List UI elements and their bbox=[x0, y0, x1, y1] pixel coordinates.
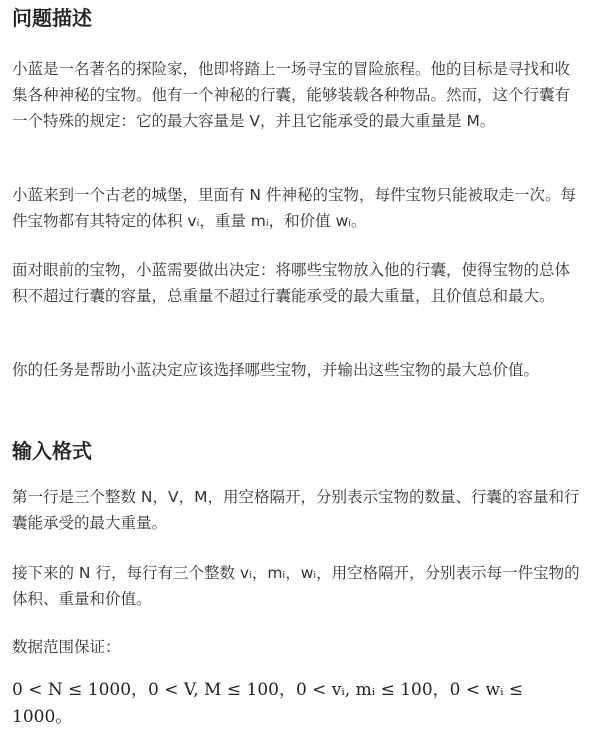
input-paragraph-1: 第一行是三个整数 N，V，M，用空格隔开，分别表示宝物的数量、行囊的容量和行囊能承受的最大重量。 bbox=[12, 488, 580, 532]
problem-paragraph-1: 小蓝是一名著名的探险家，他即将踏上一场寻宝的冒险旅程。他的目标是寻找和收集各种神秘的宝物。他有一个神秘的行囊，能够装载各种物品。然而，这个行囊有一个特殊的规定：它的最大容量是 V，并且它能承受的最大重量是 M。 bbox=[12, 60, 571, 130]
input-paragraph-3: 数据范围保证： bbox=[12, 638, 121, 656]
data-range-formula: 0 < N ≤ 1000，0 < V, M ≤ 100，0 < vᵢ, mᵢ ≤ 100，0 < wᵢ ≤ 1000。 bbox=[12, 680, 524, 727]
section-title-problem: 问题描述 bbox=[12, 6, 92, 30]
problem-paragraph-4: 你的任务是帮助小蓝决定应该选择哪些宝物，并输出这些宝物的最大总价值。 bbox=[12, 361, 540, 379]
section-title-input: 输入格式 bbox=[12, 439, 92, 463]
input-paragraph-2: 接下来的 N 行，每行有三个整数 vᵢ，mᵢ，wᵢ，用空格隔开，分别表示每一件宝物的体积、重量和价值。 bbox=[12, 564, 580, 608]
problem-paragraph-2: 小蓝来到一个古老的城堡，里面有 N 件神秘的宝物，每件宝物只能被取走一次。每件宝物都有其特定的体积 vᵢ，重量 mᵢ，和价值 wᵢ。 bbox=[12, 186, 576, 230]
problem-paragraph-3: 面对眼前的宝物，小蓝需要做出决定：将哪些宝物放入他的行囊，使得宝物的总体积不超过行囊的容量，总重量不超过行囊能承受的最大重量，且价值总和最大。 bbox=[12, 261, 571, 305]
